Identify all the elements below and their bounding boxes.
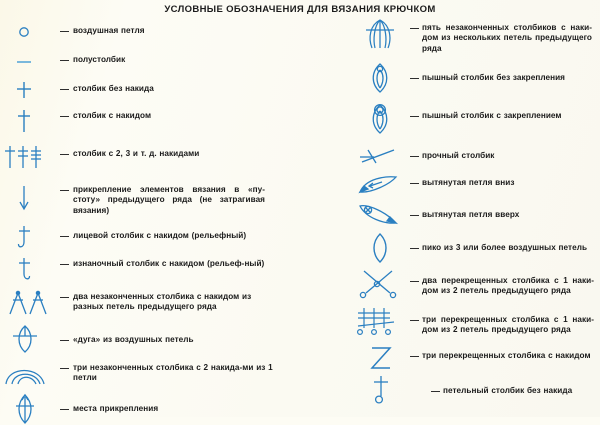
two-unfinished-stitches-icon (6, 290, 52, 316)
row-dash: — (410, 315, 419, 325)
row-dash: — (410, 243, 419, 253)
row-dash: — (60, 292, 69, 302)
row-dash: — (431, 386, 440, 396)
legend-label: пико из 3 или более воздушных петель (422, 243, 588, 252)
front-post-stitch-icon (14, 224, 36, 252)
row-dash: — (60, 111, 69, 121)
legend-label: вытянутая петля вниз (422, 178, 515, 187)
row-dash: — (60, 231, 69, 241)
multi-yarn-over-stitches-icon (3, 144, 47, 172)
legend-label: воздушная петля (73, 26, 145, 35)
row-dash: — (410, 210, 419, 220)
puff-stitch-unsecured-icon (366, 62, 394, 94)
legend-label: места прикрепления (73, 404, 159, 413)
legend-label: «дуга» из воздушных петель (73, 335, 194, 344)
three-crossed-stitches-z-icon (366, 344, 396, 374)
legend-label: изнаночный столбик с накидом (рельеф-ный) (73, 259, 265, 268)
legend-label: три перекрещенных столбика с 1 наки-дом из 2 петель предыдущего ряда (422, 315, 594, 335)
three-unfinished-stitches-icon (2, 360, 50, 386)
attachment-points-icon (11, 393, 39, 425)
row-dash: — (410, 151, 419, 161)
double-crochet-dagger-icon (14, 108, 34, 134)
legend-label: два незаконченных столбика с накидом из разных петель предыдущего ряда (73, 292, 252, 312)
back-post-stitch-icon (14, 256, 36, 284)
legend-label: петельный столбик без накида (443, 386, 573, 395)
row-dash: — (60, 149, 69, 159)
arc-of-chain-loops-icon (10, 324, 40, 354)
legend-label: три перекрещенных столбика с накидом (422, 351, 591, 360)
legend-label: лицевой столбик с накидом (рельефный) (73, 231, 247, 240)
row-dash: — (60, 55, 69, 65)
five-unfinished-stitches-fan-icon (362, 18, 398, 50)
row-dash: — (410, 351, 419, 361)
loop-stitch-no-yarnover-icon (368, 374, 394, 406)
legend-label: пышный столбик без закрепления (422, 73, 565, 82)
solid-stitch-icon (358, 146, 402, 170)
single-crochet-plus-icon (14, 80, 34, 100)
down-arrow-attach-icon (14, 184, 34, 212)
row-dash: — (410, 276, 419, 286)
three-crossed-stitches-icon (354, 306, 402, 336)
legend-label: полустолбик (73, 55, 126, 64)
row-dash: — (60, 259, 69, 269)
row-dash: — (410, 111, 419, 121)
legend-label: пышный столбик с закреплением (422, 111, 562, 120)
row-dash: — (60, 363, 69, 373)
row-dash: — (60, 185, 69, 195)
elongated-loop-up-icon (356, 202, 402, 228)
row-dash: — (410, 23, 419, 33)
row-dash: — (60, 84, 69, 94)
row-dash: — (60, 26, 69, 36)
row-dash: — (410, 73, 419, 83)
two-crossed-stitches-icon (358, 268, 400, 298)
legend-label: столбик с накидом (73, 111, 152, 120)
row-dash: — (410, 178, 419, 188)
row-dash: — (60, 404, 69, 414)
legend-label: вытянутая петля вверх (422, 210, 520, 219)
page-title: УСЛОВНЫЕ ОБОЗНАЧЕНИЯ ДЛЯ ВЯЗАНИЯ КРЮЧКОМ (164, 4, 436, 15)
puff-stitch-secured-icon (366, 102, 394, 136)
legend-label: три незаконченных столбика с 2 накида-ми из 1 петли (73, 363, 273, 383)
row-dash: — (60, 335, 69, 345)
picot-leaf-icon (366, 232, 394, 264)
legend-label: прикрепление элементов вязания в «пу-стоту» предыдущего ряда (не затрагивая вязания) (73, 185, 265, 215)
elongated-loop-down-icon (356, 174, 402, 198)
slip-stitch-dash-icon (14, 56, 34, 68)
legend-label: пять незаконченных столбиков с наки-дом из нескольких петель предыдущего ряда (422, 23, 592, 53)
legend-label: столбик без накида (73, 84, 154, 93)
legend-label: прочный столбик (422, 151, 495, 160)
legend-label: столбик с 2, 3 и т. д. накидами (73, 149, 200, 158)
legend-label: два перекрещенных столбика с 1 наки-дом из 2 петель предыдущего ряда (422, 276, 594, 296)
chain-loop-circle-icon (14, 25, 34, 39)
